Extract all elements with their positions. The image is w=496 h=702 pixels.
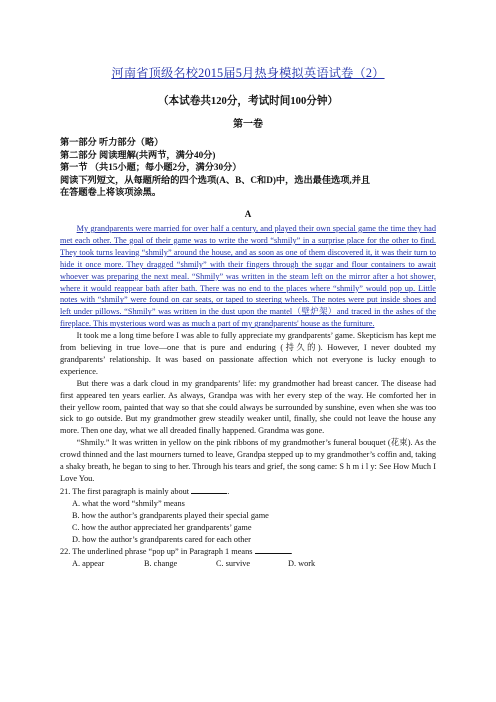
option-21-c: C. how the author appreciated her grandparents’ game [72,522,252,532]
option-22-b: B. change [144,559,178,569]
passage-paragraph-1: My grandparents were married for over half a century, and played their own special game the time they had met each other. The goal of their game was to write the word “shmily” in a surprise place for the other to find. They took turns leaving “shmily” around the house, and as soon as one of them discovered it, it was their turn to hide it once more. They dragged “shmily” with their fingers through the sugar and flour containers to await whoever was preparing the next meal. “Shmily” was written in the steam left on the mirror after a hot shower, where it would reappear bath after bath. There was no end to the places where “shmily” would pop up. Little notes with “shmily” were found on car seats, or taped to steering wheels. The notes were put inside shoes and left under pillows. “Shmily” was written in the dust upon the mantel（壁炉架）and traced in the ashes of the fireplace. This mysterious word was as much a part of my grandparents' house as the furniture. [60,223,436,329]
option-22-d: D. work [288,559,316,569]
option-22-a: A. appear [72,559,105,569]
passage-paragraph-4: “Shmily.” It was written in yellow on the pink ribbons of my grandmother’s funeral bouquet (花束). As the crowd thinned and the last mourners turned to leave, Grandpa stepped up to my grandmother’s coffin and, taking a shaky breath, he began to sing to her. Through his tears and grief, the song came: S h m i l y: See How Much I Love You. [60,438,436,483]
answer-blank [191,485,230,496]
question-22-stem: 22. The underlined phrase “pop up” in Paragraph 1 means [60,547,253,557]
part2-heading: 第二部分 阅读理解(共两节，满分40分) [60,149,216,160]
option-21-a: A. what the word “shmily” means [72,498,185,508]
question-22 [60,545,436,558]
passage-paragraph-2: It took me a long time before I was able to fully appreciate my grandparents’ game. Skepticism has kept me from believing in true love—one that is pure and enduring (持久的). However, I never doubted my grandparents’ relationship. It was based on passionate affection which not everyone is lucky enough to experience. [60,331,436,376]
options-22-row [72,558,436,570]
question-21-stem: 21. The first paragraph is mainly about [60,486,190,496]
passage-paragraph-3: But there was a dark cloud in my grandparents’ life: my grandmother had breast cancer. The disease had first appeared ten years earlier. As always, Grandpa was with her every step of the way. He comforted her in their yellow room, painted that way so that she could always be surrounded by sunshine, even when she was too sick to go outside. But my grandmother grew steadily weaker until, finally, she could not leave the house any more. Then one day, what we all dreaded finally happened. Grandma was gone. [60,378,436,436]
instructions-line1: 阅读下列短文，从每题所给的四个选项(A、B、C和D)中，选出最佳选项,并且 [60,174,371,185]
exam-title: 河南省顶级名校2015届5月热身模拟英语试卷（2） [111,66,385,80]
question-21 [60,485,436,498]
passage-letter: A [244,208,252,219]
option-21-d: D. how the author’s grandparents cared for each other [72,534,251,544]
option-21-b: B. how the author’s grandparents played their special game [72,510,269,520]
question-21-end: . [227,486,230,496]
option-22-c: C. survive [216,559,251,569]
section1-heading: 第一节 （共15小题；每小题2分，满分30分） [60,162,242,173]
instructions-line2: 在答题卷上将该项涂黑。 [60,187,162,198]
question-22-end: . [290,547,293,557]
part1-heading: 第一部分 听力部分（略） [60,137,164,147]
answer-blank [255,545,293,557]
exam-subtitle: （本试卷共120分，考试时间100分钟） [157,96,339,107]
volume-heading: 第一卷 [233,119,263,130]
